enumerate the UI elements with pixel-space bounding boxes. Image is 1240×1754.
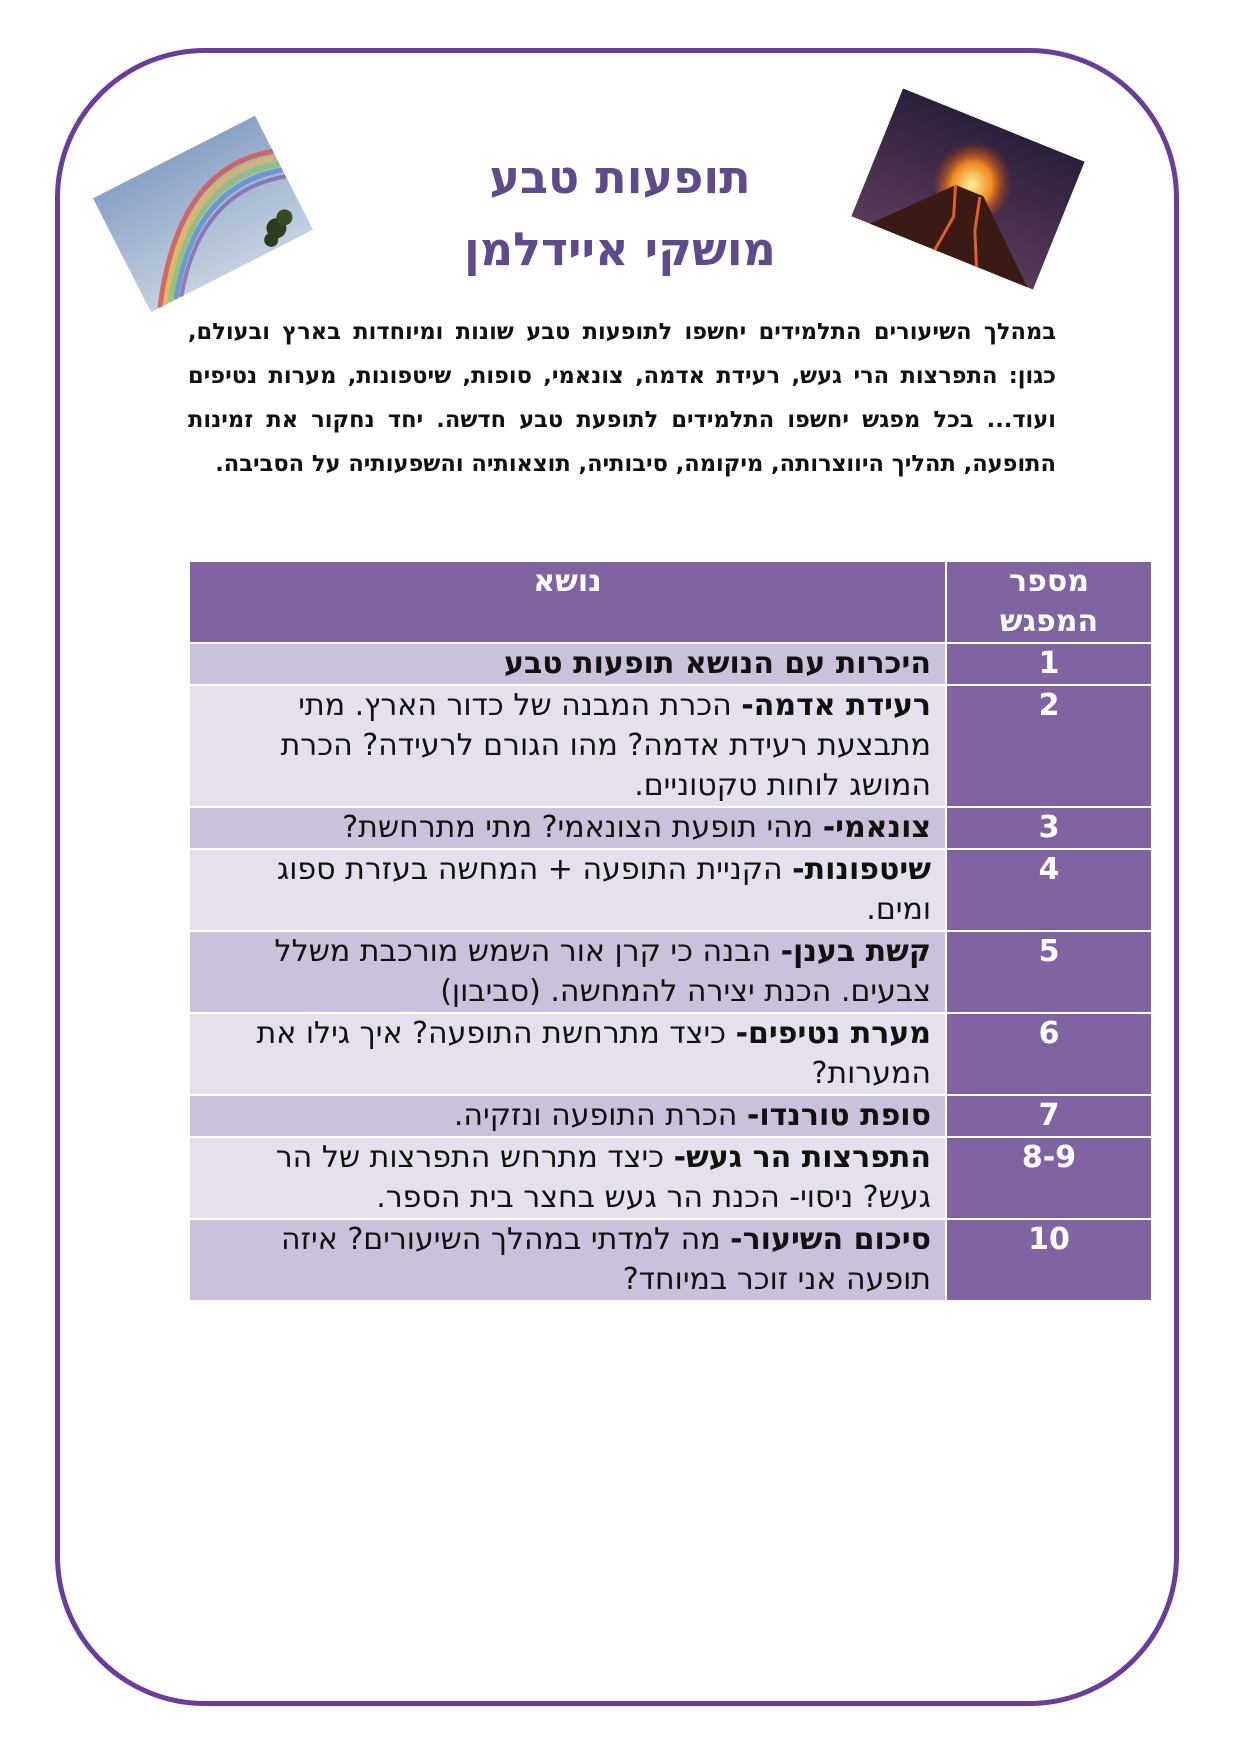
meeting-number: 4 [946, 849, 1152, 931]
topic-title: סופת טורנדו- [746, 1098, 931, 1133]
meeting-topic [189, 1013, 946, 1095]
topic-title: התפרצות הר געש- [673, 1140, 931, 1175]
table-row [189, 643, 1152, 685]
topic-title: צונאמי- [822, 810, 931, 845]
meeting-number: 2 [946, 685, 1152, 807]
meeting-topic [189, 931, 946, 1013]
topic-title: היכרות עם הנושא תופעות טבע [504, 646, 931, 681]
table-row [189, 931, 1152, 1013]
lessons-table [188, 560, 1153, 1302]
table-row [189, 807, 1152, 849]
table-row [189, 685, 1152, 807]
table-row [189, 849, 1152, 931]
table-row [189, 1137, 1152, 1219]
meeting-topic [189, 1219, 946, 1301]
topic-description: הקניית התופעה + המחשה בעזרת ספוג ומים. [276, 852, 931, 927]
table-row [189, 1095, 1152, 1137]
meeting-number: 5 [946, 931, 1152, 1013]
meeting-number: 1 [946, 643, 1152, 685]
meeting-topic [189, 807, 946, 849]
meeting-number: 7 [946, 1095, 1152, 1137]
page-subtitle: מושקי איידלמן [464, 222, 776, 276]
meeting-number: 8-9 [946, 1137, 1152, 1219]
table-header-row [189, 561, 1152, 643]
meeting-number: 3 [946, 807, 1152, 849]
table-row [189, 1219, 1152, 1301]
meeting-topic [189, 685, 946, 807]
topic-description: הכרת התופעה ונזקיה. [453, 1098, 747, 1133]
topic-description: כיצד מתרחש התפרצות של הר געש? ניסוי- הכנת הר געש בחצר בית הספר. [275, 1140, 931, 1215]
topic-description: מה למדתי במהלך השיעורים? איזה תופעה אני זוכר במיוחד? [281, 1222, 931, 1297]
topic-description: הכרת המבנה של כדור הארץ. מתי מתבצעת רעידת אדמה? מהו הגורם לרעידה? הכרת המושג לוחות טקטוניים. [280, 688, 931, 803]
meeting-topic [189, 643, 946, 685]
meeting-topic [189, 849, 946, 931]
table-row [189, 1013, 1152, 1095]
meeting-topic [189, 1095, 946, 1137]
topic-description: הבנה כי קרן אור השמש מורכבת משלל צבעים. הכנת יצירה להמחשה. (סביבון) [274, 934, 931, 1009]
topic-description: מהי תופעת הצונאמי? מתי מתרחשת? [342, 810, 823, 845]
topic-title: רעידת אדמה- [741, 688, 931, 723]
meeting-number: 10 [946, 1219, 1152, 1301]
topic-title: סיכום השיעור- [730, 1222, 931, 1257]
topic-title: קשת בענן- [780, 934, 931, 969]
meeting-number: 6 [946, 1013, 1152, 1095]
header-topic: נושא [189, 561, 946, 643]
topic-title: מערת נטיפים- [735, 1016, 931, 1051]
header-number: מספר המפגש [946, 561, 1152, 643]
meeting-topic [189, 1137, 946, 1219]
intro-paragraph: במהלך השיעורים התלמידים יחשפו לתופעות טבע שונות ומיוחדות בארץ ובעולם, כגון: התפרצות הרי געש, רעידת אדמה, צונאמי, סופות, שיטפונות, מערות נטיפים ועוד... בכל מפגש יחשפו התלמידים לתופעת טבע חדשה. יחד נחקור את זמינות התופעה, תהליך היווצרותה, מיקומה, סיבותיה, תוצאותיה והשפעותיה על הסביבה. [188, 319, 1056, 477]
topic-description: כיצד מתרחשת התופעה? איך גילו את המערות? [256, 1016, 931, 1091]
topic-title: שיטפונות- [792, 852, 931, 887]
page-title: תופעות טבע [489, 150, 751, 204]
